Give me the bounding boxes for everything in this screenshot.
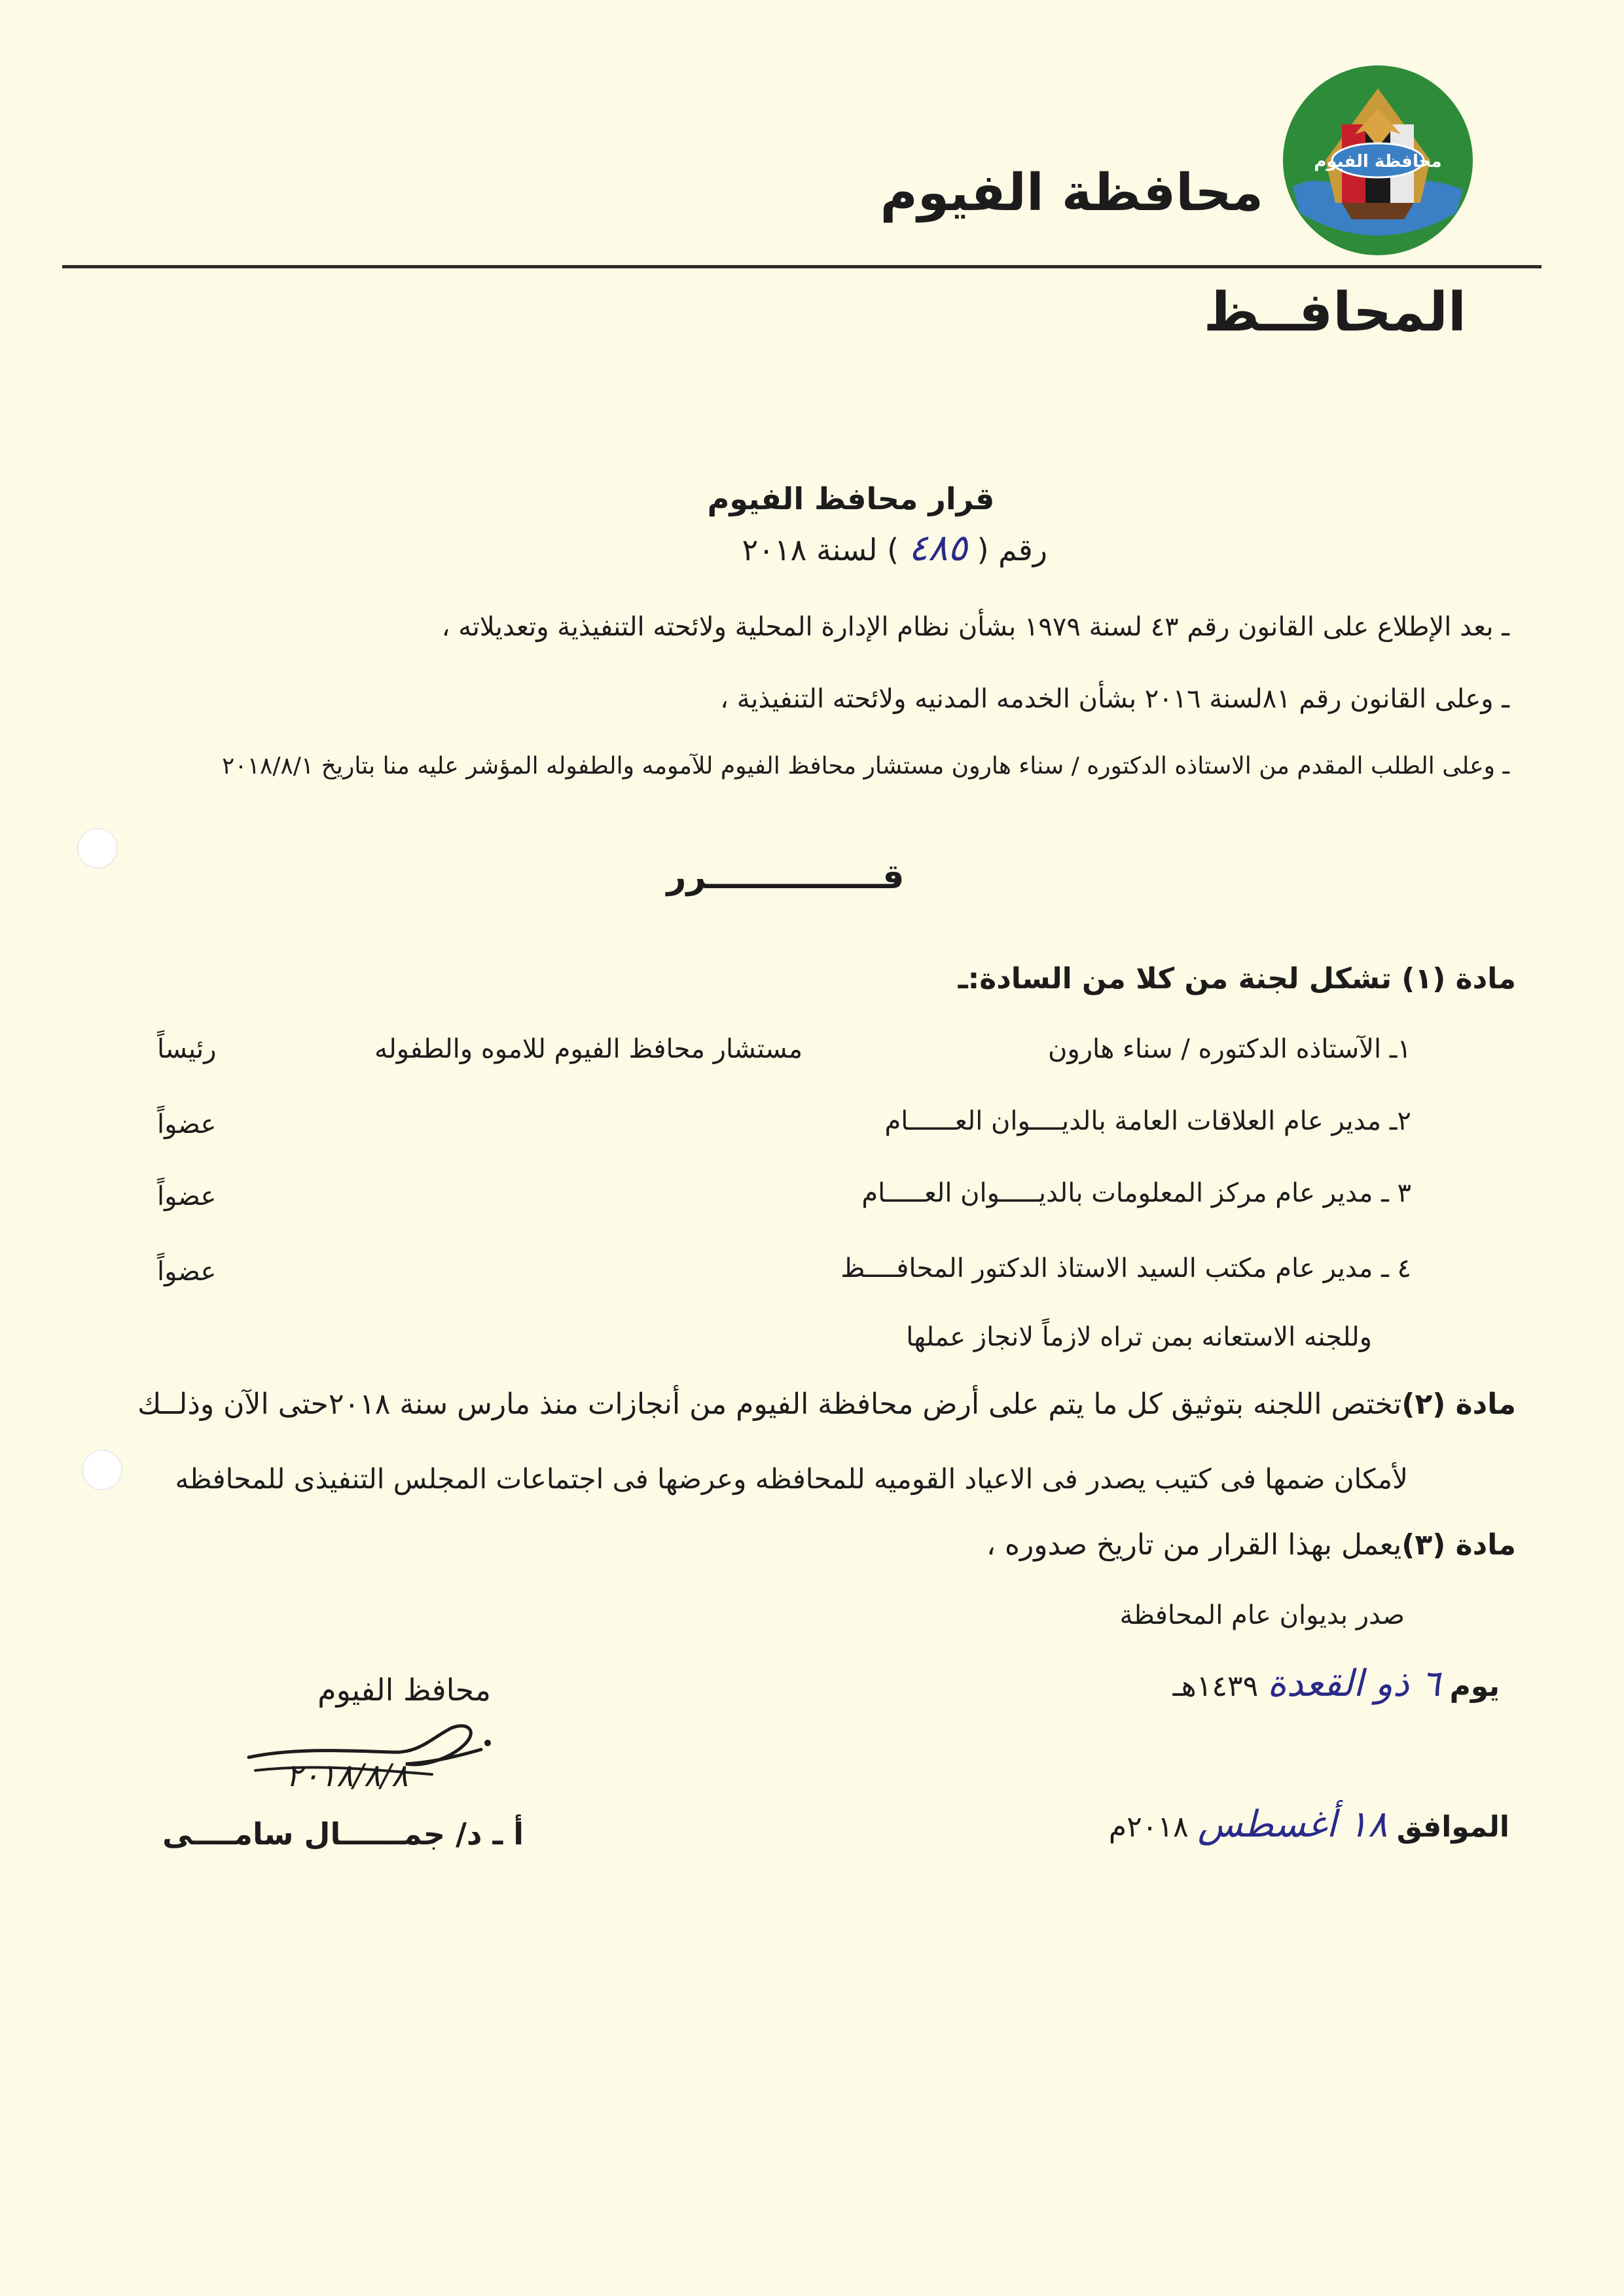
decree-number-line xyxy=(576,527,1047,569)
member-2-role: عضواً xyxy=(157,1109,217,1139)
office-title: المحافــظ xyxy=(1203,281,1466,344)
issued-at: صدر بديوان عام المحافظة xyxy=(1119,1600,1405,1630)
article-3 xyxy=(986,1528,1516,1562)
decree-number-handwritten: ٤٨٥ xyxy=(908,527,967,569)
article-2-line-1 xyxy=(137,1388,1516,1421)
hijri-date-handwritten: ٦ ذو القعدة xyxy=(1267,1662,1441,1705)
member-3-name: ٣ ـ مدير عام مركز المعلومات بالديـــــوان العـــــام xyxy=(861,1178,1411,1208)
governorate-emblem-icon xyxy=(1280,62,1476,259)
article-2-line-2: لأمكان ضمها فى كتيب يصدر فى الاعياد القوميه للمحافظه وعرضها فى اجتماعات المجلس التنفيذى للمحافظه xyxy=(175,1463,1408,1495)
member-2-name: ٢ـ مدير عام العلاقات العامة بالديــــوان العــــــام xyxy=(884,1106,1411,1136)
article-3-label: مادة (٣) xyxy=(1401,1528,1516,1562)
article-3-text: يعمل بهذا القرار من تاريخ صدوره ، xyxy=(986,1528,1402,1562)
punch-hole xyxy=(77,828,118,869)
member-1-title: مستشار محافظ الفيوم للاموه والطفوله xyxy=(374,1034,803,1064)
decree-title: قرار محافظ الفيوم xyxy=(707,481,995,516)
preamble-law-43: ـ بعد الإطلاع على القانون رقم ٤٣ لسنة ١٩٧٩ بشأن نظام الإدارة المحلية ولائحته التنفيذية وتعديلاته ، xyxy=(441,612,1509,642)
punch-hole xyxy=(82,1450,122,1490)
gregorian-prefix: الموافق xyxy=(1396,1810,1509,1844)
gregorian-date-line xyxy=(1109,1803,1509,1846)
article-1-heading: مادة (١) تشكل لجنة من كلا من السادة:ـ xyxy=(958,962,1516,996)
hijri-date-line xyxy=(1173,1662,1500,1705)
preamble-request: ـ وعلى الطلب المقدم من الاستاذه الدكتوره / سناء هارون مستشار محافظ الفيوم للآمومه والطفوله المؤشر عليه منا بتاريخ ٢٠١٨/٨/١ xyxy=(221,753,1509,780)
header-divider xyxy=(62,265,1542,268)
article-2-text: تختص اللجنه بتوثيق كل ما يتم على أرض محافظة الفيوم من أنجازات منذ مارس سنة ٢٠١٨حتى الآن وذلــك xyxy=(137,1388,1402,1421)
gregorian-year: ٢٠١٨م xyxy=(1108,1810,1189,1844)
gregorian-date-handwritten: ١٨ أغسطس xyxy=(1197,1803,1388,1846)
decided-heading: قـــــــــــــــرر xyxy=(666,857,905,897)
member-1-role: رئيساً xyxy=(157,1034,217,1064)
decree-number-suffix: ) لسنة ٢٠١٨ xyxy=(742,532,899,567)
emblem-label: محافظة الفيوم xyxy=(1314,152,1442,171)
article-2-label: مادة (٢) xyxy=(1401,1388,1516,1421)
signatory-name: أ ـ د/ جمــــــال سامــــى xyxy=(162,1816,524,1852)
member-1-name: ١ـ الآستاذه الدكتوره / سناء هارون xyxy=(1048,1034,1411,1064)
signatory-title: محافظ الفيوم xyxy=(317,1672,491,1708)
member-3-role: عضواً xyxy=(157,1181,217,1211)
hijri-prefix: يوم xyxy=(1449,1670,1500,1703)
preamble-law-81: ـ وعلى القانون رقم ٨١لسنة ٢٠١٦ بشأن الخدمه المدنيه ولائحته التنفيذية ، xyxy=(720,684,1509,714)
decree-number-prefix: رقم ( xyxy=(977,532,1047,567)
member-4-name: ٤ ـ مدير عام مكتب السيد الاستاذ الدكتور المحافــــظ xyxy=(840,1253,1411,1283)
member-4-role: عضواً xyxy=(157,1257,217,1287)
governorate-name: محافظة الفيوم xyxy=(880,164,1263,223)
signature-date: ٢٠١٨/٨/٨ xyxy=(285,1757,408,1794)
hijri-year: ١٤٣٩هـ xyxy=(1172,1670,1259,1703)
committee-assistance-note: وللجنه الاستعانه بمن تراه لازماً لانجاز عملها xyxy=(906,1322,1372,1352)
